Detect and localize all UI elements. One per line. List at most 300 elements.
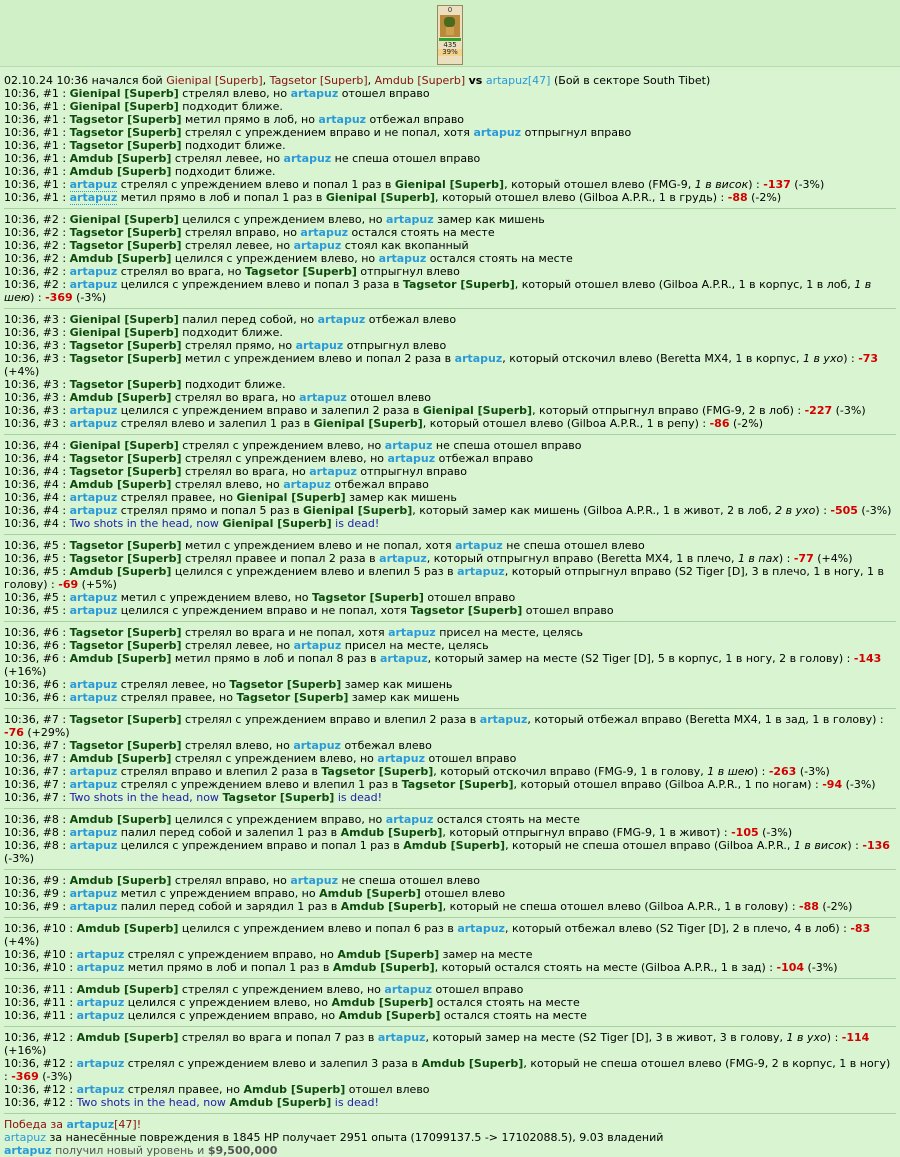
- experience-line: [4, 1131, 896, 1144]
- round-block: [4, 874, 896, 913]
- player-name-link[interactable]: artapuz: [299, 391, 347, 404]
- victory-line: [4, 1118, 896, 1131]
- enemy-name-link[interactable]: Amdub [Superb]: [69, 152, 172, 165]
- player-name-link[interactable]: artapuz: [69, 604, 118, 617]
- log-text: 10:36, #1 :: [4, 100, 70, 113]
- player-name-link[interactable]: artapuz: [69, 826, 118, 839]
- enemy-name-link[interactable]: Tagsetor [Superb]: [69, 739, 182, 752]
- player-name-link[interactable]: artapuz: [293, 639, 342, 652]
- log-text: , который не спеша отошел влево (FMG-9, 2 в корпус, 1 в ногу) :: [4, 1057, 891, 1083]
- enemy-name-link[interactable]: Tagsetor [Superb]: [69, 126, 182, 139]
- player-name-link[interactable]: artapuz: [283, 152, 332, 165]
- enemy-link[interactable]: Gienipal [Superb]: [166, 74, 263, 87]
- enemy-name-link[interactable]: Tagsetor [Superb]: [222, 791, 335, 804]
- log-line: [4, 778, 896, 791]
- log-text: 10:36, #4 :: [4, 465, 70, 478]
- vs-label: vs: [468, 74, 483, 87]
- log-text: 10:36, #4 :: [4, 478, 70, 491]
- log-text: стрелял с упреждением влево, но: [181, 452, 388, 465]
- log-text: 10:36, #4 :: [4, 504, 70, 517]
- log-line: [4, 239, 896, 252]
- log-line: [4, 604, 896, 617]
- player-level: [47]: [527, 74, 551, 87]
- player-name-link[interactable]: artapuz: [309, 465, 357, 478]
- log-line: [4, 1031, 896, 1057]
- player-name-link[interactable]: artapuz: [290, 874, 338, 887]
- log-text: 10:36, #7 :: [4, 752, 70, 765]
- log-line: [4, 191, 896, 204]
- log-line: [4, 1083, 896, 1096]
- player-name-link[interactable]: artapuz: [384, 983, 433, 996]
- player-name-link[interactable]: artapuz: [76, 996, 125, 1009]
- player-name-link[interactable]: artapuz: [69, 178, 118, 191]
- log-line: [4, 313, 896, 326]
- log-text: 10:36, #4 :: [4, 439, 70, 452]
- enemy-name-link[interactable]: Amdub [Superb]: [243, 1083, 346, 1096]
- winner-link[interactable]: artapuz: [66, 1118, 115, 1131]
- round-divider: [4, 534, 896, 535]
- log-text: не спеша отошел вправо: [331, 152, 481, 165]
- enemy-name-link[interactable]: Tagsetor [Superb]: [229, 678, 342, 691]
- log-text: (-3%): [4, 852, 35, 865]
- log-text: 10:36, #5 :: [4, 604, 70, 617]
- enemy-name-link[interactable]: Amdub [Superb]: [229, 1096, 332, 1109]
- log-text: , который отошел влево (Gilboa A.P.R., 1 в репу) :: [422, 417, 710, 430]
- enemy-name-link[interactable]: Gienipal [Superb]: [303, 504, 413, 517]
- player-name-link[interactable]: artapuz: [69, 691, 118, 704]
- log-line: [4, 887, 896, 900]
- player-name-link[interactable]: artapuz: [69, 900, 118, 913]
- player-name-link[interactable]: artapuz: [300, 226, 349, 239]
- log-text: 10:36, #7 :: [4, 778, 70, 791]
- player-name-link[interactable]: artapuz: [386, 213, 434, 226]
- enemy-name-link[interactable]: Tagsetor [Superb]: [69, 552, 182, 565]
- player-name-link[interactable]: artapuz: [69, 504, 118, 517]
- log-text: ) :: [843, 352, 859, 365]
- enemy-name-link[interactable]: Amdub [Superb]: [69, 391, 172, 404]
- log-line: [4, 165, 896, 178]
- log-text: , который замер на месте (S2 Tiger [D], 5 в корпус, 1 в ногу, 2 в голову) :: [427, 652, 854, 665]
- log-line: [4, 152, 896, 165]
- damage-value: -137: [763, 178, 791, 191]
- log-text: , который отпрыгнул вправо (Beretta MX4, 1 в плечо,: [426, 552, 738, 565]
- round-block: [4, 922, 896, 974]
- log-line: [4, 839, 896, 865]
- round-block: [4, 626, 896, 704]
- log-text: 10:36, #10 :: [4, 961, 77, 974]
- enemy-name-link[interactable]: Tagsetor [Superb]: [69, 539, 182, 552]
- round-block: [4, 439, 896, 530]
- player-name-link[interactable]: artapuz: [69, 491, 118, 504]
- player-name-link[interactable]: artapuz: [290, 87, 339, 100]
- log-text: 10:36, #5 :: [4, 552, 70, 565]
- log-text: 10:36, #8 :: [4, 813, 70, 826]
- log-text: стрелял правее, но: [117, 491, 237, 504]
- badge-hp-value: 435: [443, 41, 457, 49]
- enemy-name-link[interactable]: Amdub [Superb]: [69, 652, 172, 665]
- log-text: , который отпрыгнул вправо (FMG-9, 2 в лоб) :: [532, 404, 805, 417]
- log-text: 10:36, #2 :: [4, 278, 70, 291]
- round-divider: [4, 917, 896, 918]
- log-text: 10:36, #4 :: [4, 491, 70, 504]
- round-divider: [4, 308, 896, 309]
- player-name-link[interactable]: artapuz: [69, 265, 118, 278]
- log-line: [4, 339, 896, 352]
- log-text: 10:36, #12 :: [4, 1096, 77, 1109]
- damage-value: -104: [776, 961, 805, 974]
- log-text: отошел вправо: [432, 983, 524, 996]
- enemy-name-link[interactable]: Gienipal [Superb]: [69, 100, 179, 113]
- log-text: , который отбежал вправо (Beretta MX4, 1 в зад, 1 в голову) :: [527, 713, 884, 726]
- damage-value: -369: [11, 1070, 39, 1083]
- log-text: стрелял с упреждением вправо и влепил 2 раза в: [181, 713, 480, 726]
- log-text: стрелял правее и попал 2 раза в: [181, 552, 380, 565]
- enemy-name-link[interactable]: Gienipal [Superb]: [69, 439, 179, 452]
- player-link[interactable]: artapuz: [485, 74, 528, 87]
- log-text: стрелял прямо и попал 5 раз в: [117, 504, 304, 517]
- death-message: Two shots in the head, now: [69, 791, 223, 804]
- enemy-name-link[interactable]: Gienipal [Superb]: [394, 178, 505, 191]
- log-line: [4, 213, 896, 226]
- log-text: , который отскочил вправо (FMG-9, 1 в голову,: [433, 765, 708, 778]
- badge-top-number: 0: [447, 6, 453, 14]
- player-name-link[interactable]: artapuz: [69, 678, 118, 691]
- round-divider: [4, 621, 896, 622]
- log-text: 10:36, #9 :: [4, 874, 70, 887]
- damage-value: -263: [768, 765, 797, 778]
- log-text: 10:36, #3 :: [4, 391, 70, 404]
- log-text: 10:36, #7 :: [4, 765, 70, 778]
- enemy-link[interactable]: Amdub [Superb]: [374, 74, 466, 87]
- log-text: метил прямо в лоб и попал 8 раз в: [171, 652, 380, 665]
- player-name-link[interactable]: artapuz: [318, 113, 367, 126]
- log-text: отпрыгнул влево: [343, 339, 447, 352]
- log-text: отбежал вправо: [366, 113, 465, 126]
- log-text: 10:36, #1 :: [4, 178, 70, 191]
- log-text: , который не спеша отошел влево (Gilboa A.P.R., 1 в голову) :: [442, 900, 800, 913]
- enemy-name-link[interactable]: Gienipal [Superb]: [69, 326, 179, 339]
- log-text: стрелял с упреждением влево и попал 1 раз в: [117, 178, 395, 191]
- player-name-link[interactable]: artapuz: [76, 948, 125, 961]
- enemy-name-link[interactable]: Amdub [Superb]: [332, 961, 435, 974]
- log-text: стрелял во врага и не попал, хотя: [181, 626, 389, 639]
- enemy-name-link[interactable]: Tagsetor [Superb]: [69, 239, 182, 252]
- enemy-name-link[interactable]: Tagsetor [Superb]: [69, 113, 182, 126]
- log-line: [4, 813, 896, 826]
- player-name-link[interactable]: artapuz: [479, 713, 528, 726]
- round-block: [4, 813, 896, 865]
- round-divider: [4, 808, 896, 809]
- enemy-name-link[interactable]: Tagsetor [Superb]: [69, 352, 182, 365]
- log-text: стрелял с упреждением влево, но: [178, 983, 385, 996]
- log-text: 10:36, #5 :: [4, 539, 70, 552]
- battle-log: [0, 67, 900, 1157]
- player-name-link[interactable]: artapuz: [377, 1031, 426, 1044]
- log-text: отбежал влево: [340, 739, 432, 752]
- log-text: стрелял влево, но: [171, 478, 284, 491]
- player-name-link[interactable]: artapuz: [378, 252, 427, 265]
- log-text: ) :: [847, 839, 863, 852]
- player-name-link[interactable]: artapuz: [69, 404, 118, 417]
- player-name-link[interactable]: artapuz: [317, 313, 366, 326]
- enemy-name-link[interactable]: Amdub [Superb]: [69, 252, 172, 265]
- enemy-name-link[interactable]: Gienipal [Superb]: [69, 87, 179, 100]
- enemy-name-link[interactable]: Tagsetor [Superb]: [311, 591, 424, 604]
- log-line: [4, 126, 896, 139]
- player-name-link[interactable]: artapuz: [379, 552, 427, 565]
- enemy-name-link[interactable]: Amdub [Superb]: [76, 1031, 179, 1044]
- log-text: метил с упреждением влево и попал 2 раза в: [181, 352, 455, 365]
- log-text: палил перед собой и зарядил 1 раз в: [117, 900, 341, 913]
- log-text: 10:36, #8 :: [4, 826, 70, 839]
- enemy-name-link[interactable]: Amdub [Superb]: [76, 983, 179, 996]
- player-name-link[interactable]: artapuz: [388, 626, 436, 639]
- log-line: [4, 100, 896, 113]
- player-name-link[interactable]: artapuz: [76, 1083, 125, 1096]
- player-name-link[interactable]: artapuz: [384, 439, 433, 452]
- victory-prefix: Победа за: [4, 1118, 67, 1131]
- player-status-badge[interactable]: [437, 5, 463, 65]
- enemy-name-link[interactable]: Amdub [Superb]: [76, 922, 179, 935]
- rounds-container: [4, 87, 896, 1109]
- enemy-name-link[interactable]: Amdub [Superb]: [338, 1009, 441, 1022]
- damage-value: -94: [822, 778, 843, 791]
- player-name-link[interactable]: artapuz: [76, 1009, 125, 1022]
- enemy-name-link[interactable]: Gienipal [Superb]: [422, 404, 533, 417]
- enemy-name-link[interactable]: Tagsetor [Superb]: [402, 278, 515, 291]
- enemy-name-link[interactable]: Amdub [Superb]: [69, 478, 172, 491]
- enemy-name-link[interactable]: Gienipal [Superb]: [236, 491, 346, 504]
- log-text: 10:36, #7 :: [4, 791, 70, 804]
- log-line: [4, 652, 896, 678]
- round-block: [4, 983, 896, 1022]
- log-text: 10:36, #2 :: [4, 226, 70, 239]
- enemy-name-link[interactable]: Tagsetor [Superb]: [69, 139, 182, 152]
- enemy-name-link[interactable]: Gienipal [Superb]: [69, 313, 179, 326]
- player-name-link[interactable]: artapuz: [69, 417, 118, 430]
- enemy-name-link[interactable]: Amdub [Superb]: [69, 813, 172, 826]
- log-text: (+29%): [23, 726, 70, 739]
- money-reward: $9,500,000: [207, 1144, 278, 1157]
- enemy-name-link[interactable]: Amdub [Superb]: [421, 1057, 524, 1070]
- log-text: метил прямо в лоб и попал 1 раз в: [124, 961, 333, 974]
- player-name-link[interactable]: artapuz: [69, 765, 118, 778]
- log-line: [4, 639, 896, 652]
- enemy-name-link[interactable]: Amdub [Superb]: [69, 752, 172, 765]
- log-text: 1 в ухо: [786, 1031, 827, 1044]
- log-text: 1 в пах: [737, 552, 779, 565]
- player-name-link[interactable]: artapuz: [69, 591, 118, 604]
- death-message: is dead!: [331, 1096, 379, 1109]
- round-block: [4, 539, 896, 617]
- log-text: замер как мишень: [433, 213, 545, 226]
- log-text: стрелял левее, но: [117, 678, 230, 691]
- log-text: 10:36, #6 :: [4, 626, 70, 639]
- damage-value: -73: [858, 352, 879, 365]
- log-text: 10:36, #1 :: [4, 126, 70, 139]
- player-name-link[interactable]: artapuz: [380, 652, 428, 665]
- player-name-link[interactable]: artapuz: [69, 778, 118, 791]
- log-text: 10:36, #7 :: [4, 713, 70, 726]
- log-text: подходит ближе.: [181, 139, 286, 152]
- damage-value: -143: [853, 652, 882, 665]
- damage-value: -369: [45, 291, 73, 304]
- enemy-name-link[interactable]: Gienipal [Superb]: [222, 517, 332, 530]
- log-text: стрелял вправо, но: [181, 226, 301, 239]
- enemy-name-link[interactable]: Gienipal [Superb]: [69, 213, 179, 226]
- enemy-name-link[interactable]: Tagsetor [Superb]: [410, 604, 523, 617]
- log-text: 10:36, #2 :: [4, 239, 70, 252]
- divider: [4, 1113, 896, 1114]
- enemy-name-link[interactable]: Tagsetor [Superb]: [244, 265, 357, 278]
- player-name-link[interactable]: artapuz: [457, 565, 505, 578]
- enemy-name-link[interactable]: Tagsetor [Superb]: [69, 713, 182, 726]
- log-text: целился с упреждением влево, но: [178, 213, 387, 226]
- round-block: [4, 713, 896, 804]
- log-text: ) :: [30, 291, 46, 304]
- log-text: 10:36, #11 :: [4, 983, 77, 996]
- enemy-link[interactable]: Tagsetor [Superb]: [269, 74, 368, 87]
- enemy-name-link[interactable]: Tagsetor [Superb]: [236, 691, 349, 704]
- log-text: целился с упреждением вправо и не попал, хотя: [117, 604, 411, 617]
- enemy-name-link[interactable]: Tagsetor [Superb]: [69, 339, 182, 352]
- log-text: стрелял с упреждением влево и влепил 1 раз в: [117, 778, 402, 791]
- log-text: (-3%): [72, 291, 107, 304]
- enemy-name-link[interactable]: Tagsetor [Superb]: [69, 226, 182, 239]
- levelup-text: получил новый уровень и: [51, 1144, 208, 1157]
- player-name-link[interactable]: artapuz: [473, 126, 522, 139]
- enemy-name-link[interactable]: Amdub [Superb]: [337, 948, 440, 961]
- log-text: 10:36, #6 :: [4, 678, 70, 691]
- player-name-link[interactable]: artapuz: [387, 452, 436, 465]
- log-text: 10:36, #5 :: [4, 565, 70, 578]
- log-line: [4, 265, 896, 278]
- log-text: стрелял с упреждением вправо, но: [124, 948, 338, 961]
- player-name-link[interactable]: artapuz: [457, 922, 505, 935]
- log-text: целился с упреждением влево, но: [124, 996, 332, 1009]
- enemy-name-link[interactable]: Gienipal [Superb]: [325, 191, 436, 204]
- player-name-link[interactable]: artapuz: [385, 813, 434, 826]
- enemy-name-link[interactable]: Amdub [Superb]: [69, 565, 172, 578]
- player-name-link[interactable]: artapuz: [454, 352, 503, 365]
- log-text: отошел влево: [345, 1083, 430, 1096]
- player-name-link[interactable]: artapuz: [293, 239, 342, 252]
- damage-value: -88: [727, 191, 748, 204]
- enemy-name-link[interactable]: Amdub [Superb]: [69, 165, 172, 178]
- player-name-link[interactable]: artapuz: [295, 339, 344, 352]
- log-text: (+4%): [4, 935, 40, 948]
- log-text: отошел вправо: [522, 604, 614, 617]
- enemy-name-link[interactable]: Amdub [Superb]: [69, 874, 172, 887]
- log-text: 1 в ухо: [802, 352, 844, 365]
- log-text: 10:36, #6 :: [4, 652, 70, 665]
- log-text: отбежал вправо: [435, 452, 534, 465]
- log-text: ) :: [815, 504, 831, 517]
- log-line: [4, 1096, 896, 1109]
- player-name-link[interactable]: artapuz: [377, 752, 426, 765]
- player-name-link[interactable]: artapuz: [69, 839, 118, 852]
- log-text: ) :: [748, 178, 764, 191]
- enemy-name-link[interactable]: Tagsetor [Superb]: [69, 465, 182, 478]
- enemy-name-link[interactable]: Tagsetor [Superb]: [69, 639, 182, 652]
- log-line: [4, 713, 896, 739]
- player-name-link[interactable]: artapuz: [76, 961, 125, 974]
- log-text: стрелял влево, но: [181, 739, 294, 752]
- log-text: (+4%): [813, 552, 853, 565]
- log-text: 10:36, #3 :: [4, 378, 70, 391]
- round-divider: [4, 708, 896, 709]
- log-text: 10:36, #3 :: [4, 404, 70, 417]
- battle-date: 02.10.24 10:36 начался бой: [4, 74, 163, 87]
- log-text: целился с упреждением вправо и залепил 2 раза в: [117, 404, 423, 417]
- enemy-name-link[interactable]: Amdub [Superb]: [403, 839, 506, 852]
- log-line: [4, 478, 896, 491]
- enemy-name-link[interactable]: Tagsetor [Superb]: [69, 626, 182, 639]
- round-block: [4, 87, 896, 204]
- log-text: (-2%): [729, 417, 763, 430]
- player-name-link[interactable]: artapuz: [76, 1057, 125, 1070]
- top-bar: [0, 0, 900, 67]
- damage-value: -114: [841, 1031, 870, 1044]
- log-text: отпрыгнул влево: [356, 265, 460, 278]
- log-text: замер как мишень: [341, 678, 453, 691]
- enemy-name-link[interactable]: Gienipal [Superb]: [313, 417, 423, 430]
- log-text: (-3%): [857, 504, 892, 517]
- exp-player-link[interactable]: artapuz: [4, 1131, 47, 1144]
- enemy-name-link[interactable]: Amdub [Superb]: [331, 996, 434, 1009]
- enemy-name-link[interactable]: Tagsetor [Superb]: [321, 765, 434, 778]
- log-text: 10:36, #6 :: [4, 639, 70, 652]
- levelup-player-link[interactable]: artapuz: [4, 1144, 52, 1157]
- log-text: отошел вправо: [338, 87, 430, 100]
- enemy-name-link[interactable]: Amdub [Superb]: [319, 887, 421, 900]
- log-text: 10:36, #3 :: [4, 352, 70, 365]
- log-text: 10:36, #9 :: [4, 900, 70, 913]
- player-name-link[interactable]: artapuz: [455, 539, 503, 552]
- log-text: 10:36, #2 :: [4, 265, 70, 278]
- enemy-name-link[interactable]: Tagsetor [Superb]: [69, 452, 182, 465]
- log-text: (-3%): [796, 765, 830, 778]
- log-text: целился с упреждением влево и попал 6 раз в: [178, 922, 458, 935]
- player-name-link[interactable]: artapuz: [283, 478, 331, 491]
- log-line: [4, 278, 896, 304]
- log-text: стрелял с упреждением влево, но: [178, 439, 385, 452]
- log-text: не спеша отошел вправо: [432, 439, 582, 452]
- player-name-link[interactable]: artapuz: [293, 739, 341, 752]
- player-name-link[interactable]: artapuz: [69, 278, 118, 291]
- enemy-name-link[interactable]: Tagsetor [Superb]: [401, 778, 514, 791]
- log-text: , который отпрыгнул вправо (FMG-9, 1 в живот) :: [442, 826, 732, 839]
- log-text: стрелял вправо и влепил 2 раза в: [117, 765, 322, 778]
- player-name-link[interactable]: artapuz: [69, 887, 118, 900]
- enemy-name-link[interactable]: Amdub [Superb]: [340, 826, 443, 839]
- log-text: (-3%): [842, 778, 876, 791]
- log-text: 10:36, #1 :: [4, 152, 70, 165]
- enemy-name-link[interactable]: Amdub [Superb]: [340, 900, 443, 913]
- log-text: стрелял с упреждением вправо и не попал, хотя: [181, 126, 474, 139]
- enemy-name-link[interactable]: Tagsetor [Superb]: [69, 378, 182, 391]
- log-text: целился с упреждением влево, но: [171, 252, 379, 265]
- level-up-line: [4, 1144, 896, 1157]
- log-text: стрелял правее, но: [124, 1083, 244, 1096]
- log-line: [4, 961, 896, 974]
- log-text: 10:36, #12 :: [4, 1057, 77, 1070]
- damage-value: -77: [793, 552, 814, 565]
- player-name-link[interactable]: artapuz: [69, 191, 118, 204]
- log-text: 10:36, #8 :: [4, 839, 70, 852]
- log-line: [4, 765, 896, 778]
- log-text: 10:36, #9 :: [4, 887, 70, 900]
